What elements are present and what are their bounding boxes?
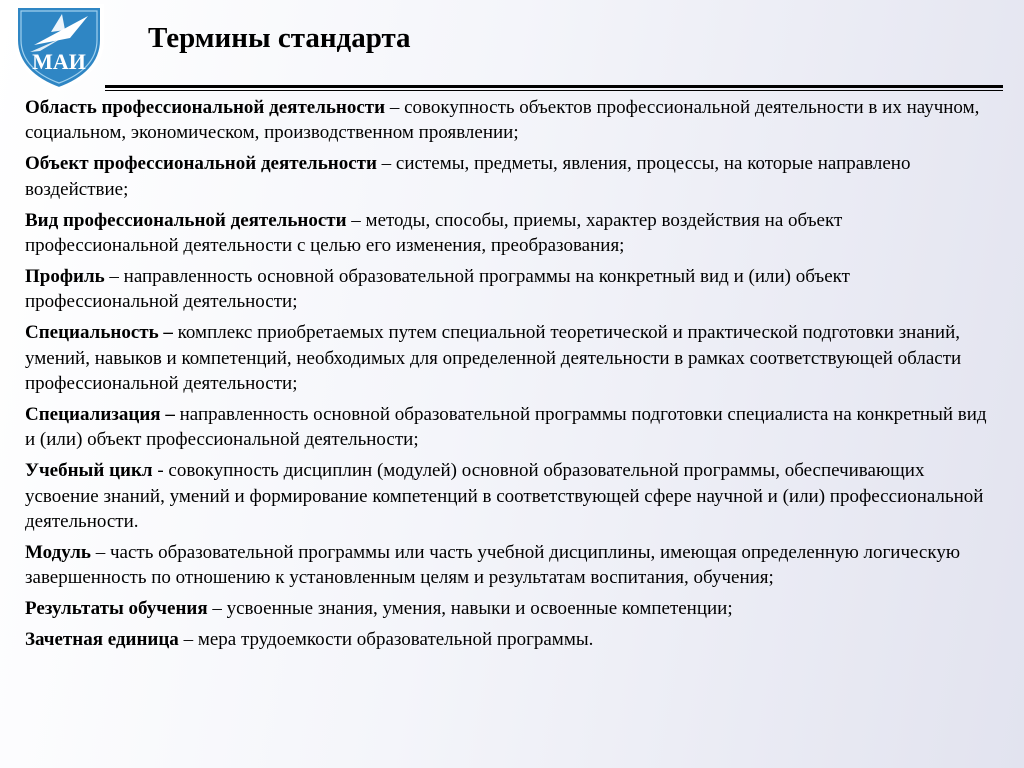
term-name: Объект профессиональной деятельности bbox=[25, 153, 377, 175]
term-definition: направленность основной образовательной программы подготовки специалиста на конкретный вид и (или) объект профессиональной деятельности; bbox=[25, 403, 987, 451]
terms-list bbox=[25, 95, 1000, 658]
title-divider-thin bbox=[105, 90, 1003, 91]
term-name: Профиль bbox=[25, 265, 105, 287]
term-name: Результаты обучения bbox=[25, 598, 208, 620]
term-item bbox=[25, 458, 1000, 534]
term-name: Зачетная единица bbox=[25, 629, 179, 651]
term-definition: комплекс приобретаемых путем специальной теоретической и практической подготовки знаний, умений, навыков и компетенций, необходимых для определенной деятельности в рамках соответствующей области профессиональной деятельности; bbox=[25, 322, 962, 395]
term-item bbox=[25, 208, 1000, 259]
term-definition: – методы, способы, приемы, характер воздействия на объект профессиональной деятельности с целью его изменения, преобразования; bbox=[25, 209, 843, 257]
term-item bbox=[25, 540, 1000, 591]
term-name: Учебный цикл bbox=[25, 460, 153, 482]
term-item bbox=[25, 402, 1000, 453]
term-name: Область профессиональной деятельности bbox=[25, 97, 386, 118]
logo-text: МАИ bbox=[32, 49, 86, 74]
term-definition: – направленность основной образовательной программы на конкретный вид и (или) объект профессиональной деятельности; bbox=[25, 265, 850, 313]
term-definition: - совокупность дисциплин (модулей) основной образовательной программы, обеспечивающих усвоение знаний, умений и формирование компетенций в соответствующей сфере научной и (или) профессиональной деятельности. bbox=[25, 460, 984, 533]
term-item bbox=[25, 151, 1000, 202]
term-item bbox=[25, 627, 1000, 652]
term-item bbox=[25, 320, 1000, 396]
page-title: Термины стандарта bbox=[148, 22, 411, 54]
term-definition: – часть образовательной программы или часть учебной дисциплины, имеющая определенную логическую завершенность по отношению к установленным целям и результатам воспитания, обучения; bbox=[25, 542, 961, 589]
term-definition: – мера трудоемкости образовательной программы. bbox=[178, 629, 594, 651]
term-name: Вид профессиональной деятельности bbox=[25, 209, 347, 231]
term-item bbox=[25, 95, 1000, 146]
term-definition: – системы, предметы, явления, процессы, на которые направлено воздействие; bbox=[25, 153, 911, 200]
term-item bbox=[25, 596, 1000, 621]
term-name: Специальность – bbox=[25, 322, 173, 344]
term-definition: – усвоенные знания, умения, навыки и освоенные компетенции; bbox=[207, 598, 733, 620]
term-name: Модуль bbox=[25, 542, 91, 563]
term-name: Специализация – bbox=[25, 403, 175, 425]
term-definition: – совокупность объектов профессиональной деятельности в их научном, социальном, экономическом, производственном проявлении; bbox=[25, 97, 980, 144]
mai-logo-icon bbox=[10, 2, 108, 92]
title-divider-thick bbox=[105, 85, 1003, 88]
term-item bbox=[25, 264, 1000, 315]
